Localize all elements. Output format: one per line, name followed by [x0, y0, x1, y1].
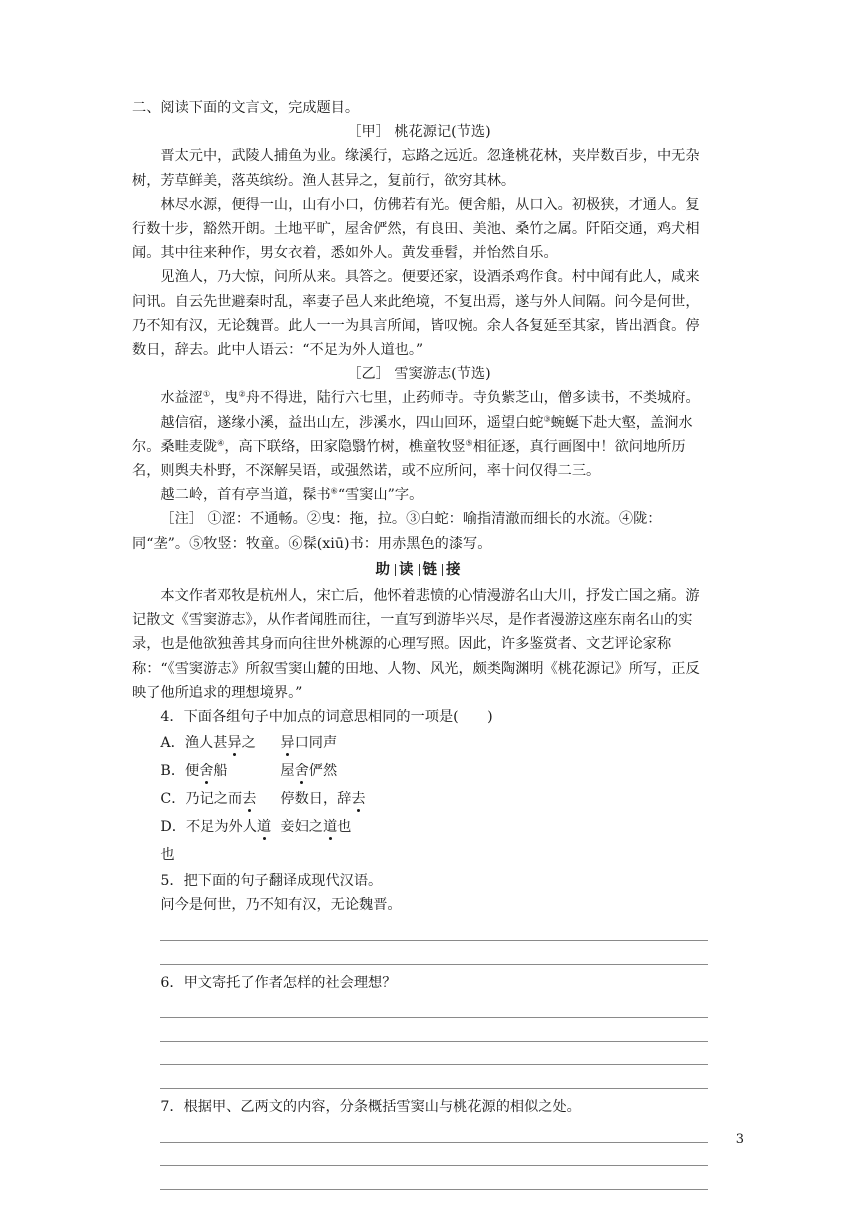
answer-line[interactable] — [160, 1143, 708, 1167]
text-a-paragraph-1: 晋太元中，武陵人捕鱼为业。缘溪行，忘路之远近。忽逢桃花林，夹岸数百步，中无杂树，芳草鲜美，落英缤纷。渔人甚异之，复前行，欲穷其林。 — [132, 148, 700, 189]
page-number: 3 — [735, 1132, 744, 1147]
footnote-marker: ② — [238, 389, 246, 399]
footnote-marker: ③ — [543, 413, 551, 423]
text-a-title: ［甲］ 桃花源记(节选) — [347, 124, 491, 141]
section-title: 二、阅读下面的文言文，完成题目。 — [132, 100, 360, 116]
answer-line[interactable] — [160, 1166, 708, 1190]
footnote-marker: ⑥ — [330, 486, 338, 496]
text-a-paragraph-3: 见渔人，乃大惊，问所从来。具答之。便要还家，设酒杀鸡作食。村中闻有此人，咸来问讯。自云先世避秦时乱，率妻子邑人来此绝境，不复出焉，遂与外人间隔。问今是何世，乃不知有汉，无论魏晋。此人一一为具言所闻，皆叹惋。余人各复延至其家，皆出酒食。停数日，辞去。此中人语云：“不足为外人道也。” — [132, 269, 700, 359]
question-4-option-d[interactable]: D．不足为外人道也 妾妇之道也 — [160, 819, 352, 864]
answer-line[interactable] — [160, 941, 708, 965]
answer-line[interactable] — [160, 1042, 708, 1066]
answer-line[interactable] — [160, 918, 708, 942]
question-7-stem: 7．根据甲、乙两文的内容，分条概括雪窦山与桃花源的相似之处。 — [160, 1098, 581, 1115]
text-b-paragraph-2: 越信宿，遂缘小溪，益出山左，涉溪水，四山回环，遥望白蛇③蜿蜒下赴大壑，盖涧水尔。桑畦麦陇④，高下联络，田家隐翳竹树，樵童牧竖⑤相征逐，真行画图中！欲问地所历名，则舆夫朴野，不深解吴语，或强然诺，或不应所问，率十问仅得二三。 — [132, 413, 693, 480]
question-5-sentence: 问今是何世，乃不知有汉，无论魏晋。 — [160, 897, 402, 914]
text-b-paragraph-3: 越二岭，首有亭当道，髹书⑥“雪窦山”字。 — [160, 486, 424, 504]
answer-line[interactable] — [160, 1065, 708, 1089]
question-5-stem: 5．把下面的句子翻译成现代汉语。 — [160, 873, 383, 890]
text-b-title: ［乙］ 雪窦游志(节选) — [347, 366, 491, 383]
question-6-stem: 6．甲文寄托了作者怎样的社会理想？ — [160, 974, 397, 991]
answer-line[interactable] — [160, 1018, 708, 1042]
question-4-option-b[interactable]: B．便舍船 屋舍俨然 — [160, 763, 338, 780]
text-b-paragraph-1: 水益涩①，曳②舟不得进，陆行六七里，止药师寺。寺负紫芝山，僧多读书，不类城府。 — [160, 389, 700, 407]
reading-link-heading: 助 读 链 接 — [375, 561, 463, 578]
reading-link-text: 本文作者邓牧是杭州人，宋亡后，他怀着悲愤的心情漫游名山大川，抒发亡国之痛。游记散文《雪窦游志》，从作者闻胜而往，一直写到游毕兴尽，是作者漫游这座东南名山的实录，也是他欲独善其身而向往世外桃源的心理写照。因此，许多鉴赏者、文艺评论家称称：“《雪窦游志》所叙雪窦山麓的田地、人物、风光，颇类陶渊明《桃花源记》所写，正反映了他所追求的理想境界。” — [132, 588, 700, 701]
question-4-option-a[interactable]: A．渔人甚异之 异口同声 — [160, 735, 338, 752]
footnote-marker: ④ — [217, 438, 225, 448]
text-a-paragraph-2: 林尽水源，便得一山，山有小口，仿佛若有光。便舍船，从口入。初极狭，才通人。复行数十步，豁然开朗。土地平旷，屋舍俨然，有良田、美池、桑竹之属。阡陌交通，鸡犬相闻。其中往来种作，男女衣着，悉如外人。黄发垂髫，并怡然自乐。 — [132, 196, 700, 262]
footnote-marker: ⑤ — [465, 438, 473, 448]
question-4-option-c[interactable]: C．乃记之而去 停数日，辞去 — [160, 791, 366, 808]
question-4-stem: 4．下面各组句子中加点的词意思相同的一项是( ) — [160, 709, 493, 726]
document-page — [132, 96, 706, 1190]
answer-line[interactable] — [160, 995, 708, 1019]
footnote-marker: ① — [202, 389, 211, 399]
answer-line[interactable] — [160, 1119, 708, 1143]
text-b-notes: ［注］ ①涩：不通畅。②曳：拖，拉。③白蛇：喻指清澈而细长的水流。④陇：同“垄”。⑤牧竖：牧童。⑥髹(xiū)书：用赤黑色的漆写。 — [132, 511, 662, 552]
